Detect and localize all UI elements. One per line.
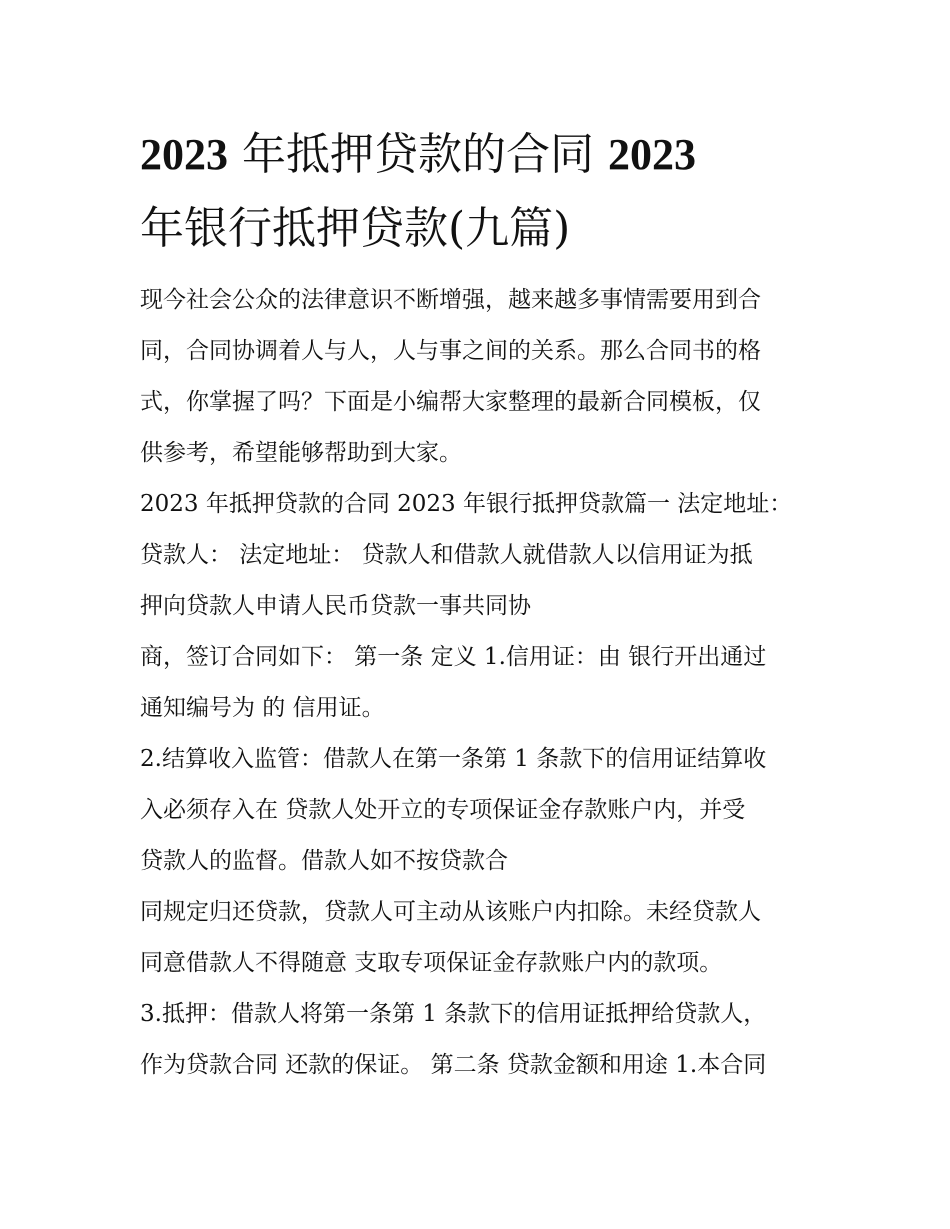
title-line-2: 年银行抵押贷款(九篇) — [140, 203, 571, 254]
body-line: 3.抵押：借款人将第一条第 1 条款下的信用证抵押给贷款人， — [140, 1001, 767, 1027]
body-line: 押向贷款人申请人民币贷款一事共同协 — [140, 593, 531, 619]
document-body — [140, 275, 820, 1091]
title-line-1: 2023 年抵押贷款的合同 2023 — [140, 129, 696, 180]
body-line: 同，合同协调着人与人，人与事之间的关系。那么合同书的格 — [140, 338, 761, 364]
body-line: 2023 年抵押贷款的合同 2023 年银行抵押贷款篇一 法定地址： — [140, 491, 793, 517]
body-line: 商，签订合同如下： 第一条 定义 1.信用证：由 银行开出通过 — [140, 644, 767, 670]
body-line: 供参考，希望能够帮助到大家。 — [140, 440, 462, 466]
document-title — [140, 118, 820, 266]
body-line: 贷款人： 法定地址： 贷款人和借款人就借款人以信用证为抵 — [140, 542, 753, 568]
body-line: 通知编号为 的 信用证。 — [140, 695, 385, 721]
body-line: 作为贷款合同 还款的保证。 第二条 贷款金额和用途 1.本合同 — [140, 1052, 767, 1078]
body-line: 2.结算收入监管：借款人在第一条第 1 条款下的信用证结算收 — [140, 746, 767, 772]
body-line: 同规定归还贷款，贷款人可主动从该账户内扣除。未经贷款人 — [140, 899, 761, 925]
body-line: 现今社会公众的法律意识不断增强，越来越多事情需要用到合 — [140, 287, 761, 313]
body-line: 入必须存入在 贷款人处开立的专项保证金存款账户内，并受 — [140, 797, 746, 823]
body-line: 同意借款人不得随意 支取专项保证金存款账户内的款项。 — [140, 950, 723, 976]
body-line: 贷款人的监督。借款人如不按贷款合 — [140, 848, 508, 874]
body-line: 式，你掌握了吗？下面是小编帮大家整理的最新合同模板，仅 — [140, 389, 761, 415]
